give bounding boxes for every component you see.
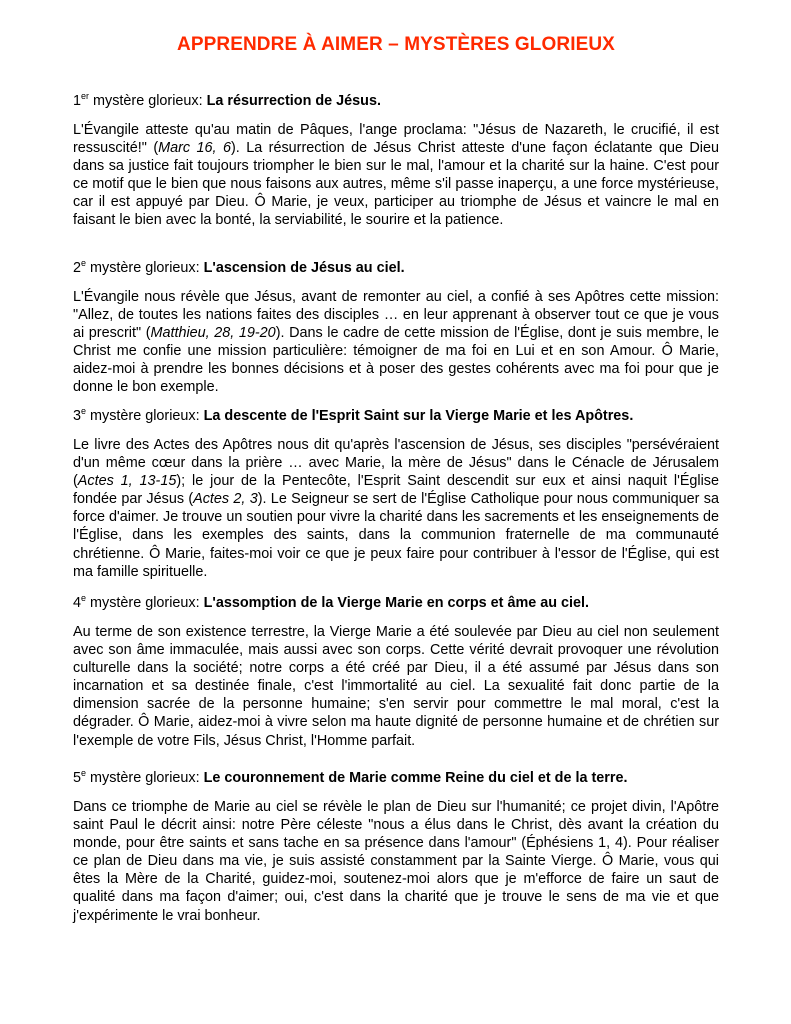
citation: Marc 16, 6 bbox=[158, 140, 231, 157]
mystery-4 bbox=[73, 594, 719, 750]
mystery-title: L'assomption de la Vierge Marie en corps et âme au ciel. bbox=[203, 595, 590, 611]
citation: Actes 1, 13-15 bbox=[77, 473, 177, 490]
mystery-prefix: mystère glorieux: bbox=[86, 408, 204, 424]
ordinal-suffix: e bbox=[81, 258, 87, 268]
mystery-text: Le livre des Actes des Apôtres nous dit qu'après l'ascension de Jésus, ses disciples "persévéraient d'un même cœur dans la prière … avec Marie, la mère de Jésus" dans le Cénacle de Jérusalem (Actes 1, 13-15); le jour de la Pentecôte, l'Esprit Saint descendit sur eux et ainsi naquit l'Église fondée par Jésus (Actes 2, 3). Le Seigneur se sert de l'Église Catholique pour nous communiquer sa force d'aimer. Je trouve un soutien pour vivre la charité dans les sacrements et les enseignements de l'Église, dans les exemples des saints, dans la communion fraternelle de ma communauté chrétienne. Ô Marie, faites-moi voir ce que je peux faire pour contribuer à l'essor de l'Église, qui est ma famille spirituelle. bbox=[73, 437, 720, 580]
mystery-prefix: mystère glorieux: bbox=[86, 260, 204, 276]
mystery-prefix: mystère glorieux: bbox=[86, 770, 204, 786]
ordinal-suffix: e bbox=[81, 406, 87, 416]
mystery-prefix: mystère glorieux: bbox=[86, 595, 204, 611]
mystery-heading bbox=[73, 407, 719, 425]
citation: Actes 2, 3 bbox=[193, 491, 258, 508]
mystery-text: Dans ce triomphe de Marie au ciel se révèle le plan de Dieu sur l'humanité; ce projet divin, l'Apôtre saint Paul le décrit ainsi: notre Père céleste "nous a élus dans le Christ, dès avant la création du monde, pour être saints et sans tache en sa présence dans l'amour" (Éphésiens 1, 4). Pour réaliser ce plan de Dieu dans ma vie, je suis assisté constamment par la Sainte Vierge. Ô Marie, vous qui êtes la Mère de la Charité, guidez-moi, soutenez-moi alors que je m'efforce de faire un saut de qualité dans ma façon d'aimer; oui, c'est dans la charité que je trouve le sens de ma vie et que j'expérimente le vrai bonheur. bbox=[73, 799, 719, 924]
ordinal-suffix: er bbox=[81, 91, 90, 101]
mystery-text: L'Évangile nous révèle que Jésus, avant de remonter au ciel, a confié à ses Apôtres cette mission: "Allez, de toutes les nations faites des disciples … en leur apprenant à observer tout ce que je vous ai prescrit" (Matthieu, 28, 19-20). Dans le cadre de cette mission de l'Église, dont je suis membre, le Christ me confie une mission particulière: témoigner de ma foi en Lui et en son Amour. Ô Marie, aidez-moi à prendre les bonnes décisions et à poser des gestes cohérents avec ma foi pour que je donne le bon exemple. bbox=[73, 289, 720, 396]
mystery-heading bbox=[73, 594, 719, 612]
mystery-title: La résurrection de Jésus. bbox=[206, 93, 381, 109]
mystery-text: L'Évangile atteste qu'au matin de Pâques, l'ange proclama: "Jésus de Nazareth, le crucifié, il est ressuscité!" (Marc 16, 6). La résurrection de Jésus Christ atteste d'une façon éclatante que Dieu dans sa justice fait toujours triompher le bien sur le mal, l'amour et la charité sur la haine. C'est pour ce motif que le bien que nous faisons aux autres, même s'il passe inaperçu, a une force mystérieuse, car il est appuyé par Dieu. Ô Marie, je veux, participer au triomphe de Jésus et vaincre le mal en faisant le bien avec la bonté, la serviabilité, le sourire et la patience. bbox=[73, 122, 719, 229]
page-title: APPRENDRE À AIMER – MYSTÈRES GLORIEUX bbox=[177, 34, 615, 55]
mystery-5 bbox=[73, 769, 719, 925]
mystery-heading bbox=[73, 769, 719, 787]
mystery-number: 1 bbox=[73, 93, 82, 109]
ordinal-suffix: e bbox=[81, 768, 87, 778]
mystery-text: Au terme de son existence terrestre, la Vierge Marie a été soulevée par Dieu au ciel non seulement avec son âme immaculée, mais aussi avec son corps. Cette vérité devrait provoquer une révolution culturelle dans la société; notre corps a été créé par Dieu, il a été assumé par Jésus dans son incarnation et sa destinée finale, c'est l'immortalité au ciel. La sexualité fait donc partie de la dimension sacrée de la personne humaine; s'en servir pour commettre le mal moral, c'est la dégrader. Ô Marie, aidez-moi à vivre selon ma haute dignité de personne humaine et de chrétien sur l'exemple de votre Fils, Jésus Christ, l'Homme parfait. bbox=[73, 624, 719, 749]
mystery-prefix: mystère glorieux: bbox=[89, 93, 207, 109]
mystery-heading bbox=[73, 259, 719, 277]
mystery-number: 4 bbox=[73, 595, 82, 611]
mystery-title: La descente de l'Esprit Saint sur la Vierge Marie et les Apôtres. bbox=[203, 408, 634, 424]
mystery-title: Le couronnement de Marie comme Reine du ciel et de la terre. bbox=[203, 770, 628, 786]
mystery-1 bbox=[73, 92, 719, 230]
ordinal-suffix: e bbox=[81, 593, 87, 603]
mystery-3 bbox=[73, 407, 719, 581]
mystery-title: L'ascension de Jésus au ciel. bbox=[203, 260, 405, 276]
mystery-number: 5 bbox=[73, 770, 82, 786]
mystery-2 bbox=[73, 259, 719, 397]
mystery-heading bbox=[73, 92, 719, 110]
mystery-number: 2 bbox=[73, 260, 82, 276]
citation: Matthieu, 28, 19-20 bbox=[150, 325, 276, 342]
mystery-number: 3 bbox=[73, 408, 82, 424]
